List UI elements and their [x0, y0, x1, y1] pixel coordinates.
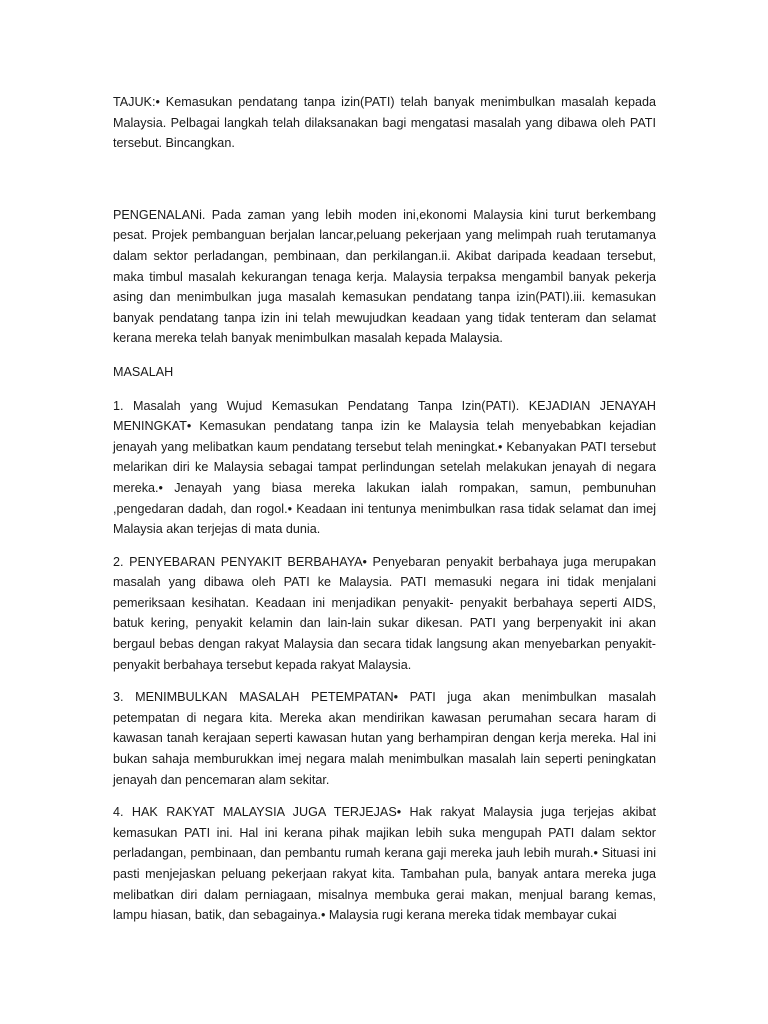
title-paragraph: TAJUK:• Kemasukan pendatang tanpa izin(PATI) telah banyak menimbulkan masalah kepada Malaysia. Pelbagai langkah telah dilaksanakan bagi mengatasi masalah yang dibawa oleh PATI tersebut. Bincangkan. [113, 95, 656, 151]
section-paragraph-1: 1. Masalah yang Wujud Kemasukan Pendatang Tanpa Izin(PATI). KEJADIAN JENAYAH MENINGKAT• Kemasukan pendatang tanpa izin ke Malaysia telah menyebabkan kejadian jenayah yang melibatkan kaum pendatang tersebut telah meningkat.• Kebanyakan PATI tersebut melarikan diri ke Malaysia sebagai tampat perlindungan setelah melakukan jenayah di negara mereka.• Jenayah yang biasa mereka lakukan ialah rompakan, samun, pembunuhan ,pengedaran dadah, dan rogol.• Keadaan ini tentunya menimbulkan rasa tidak selamat dan imej Malaysia akan terjejas di mata dunia. [113, 398, 656, 537]
section-paragraph-2: 2. PENYEBARAN PENYAKIT BERBAHAYA• Penyebaran penyakit berbahaya juga merupakan masalah yang dibawa oleh PATI ke Malaysia. PATI memasuki negara ini tidak menjalani pemeriksaan kesihatan. Keadaan ini menjadikan penyakit- penyakit berbahaya seperti AIDS, batuk kering, penyakit kelamin dan lain-lain sukar dikesan. PATI yang berpenyakit ini akan bergaul bebas dengan rakyat Malaysia dan secara tidak langsung akan menyebarkan penyakit-penyakit berbahaya tersebut kepada rakyat Malaysia. [113, 554, 656, 672]
masalah-heading: MASALAH [113, 364, 174, 379]
document-page [113, 92, 656, 938]
section-paragraph-4: 4. HAK RAKYAT MALAYSIA JUGA TERJEJAS• Hak rakyat Malaysia juga terjejas akibat kemasukan PATI ini. Hal ini kerana pihak majikan lebih suka mengupah PATI dalam sektor perladangan, pembinaan, dan pembantu rumah kerana gaji mereka jauh lebih murah.• Situasi ini pasti menjejaskan peluang pekerjaan rakyat kita. Tambahan pula, banyak antara mereka juga melibatkan diri dalam perniagaan, misalnya membuka gerai makan, menjual barang kemas, lampu hiasan, batik, dan sebagainya.• Malaysia rugi kerana mereka tidak membayar cukai [113, 805, 656, 923]
introduction-paragraph: PENGENALANi. Pada zaman yang lebih moden ini,ekonomi Malaysia kini turut berkembang pesat. Projek pembanguan berjalan lancar,peluang pekerjaan yang melimpah ruah terutamanya dalam sektor perladangan, pembinaan, dan perkilangan.ii. Akibat daripada keadaan tersebut, maka timbul masalah kekurangan tenaga kerja. Malaysia terpaksa mengambil banyak pekerja asing dan menimbulkan juga masalah kemasukan pendatang tanpa izin(PATI).iii. kemasukan banyak pendatang tanpa izin ini telah mewujudkan keadaan yang tidak tenteram dan selamat kerana mereka telah banyak menimbulkan masalah kepada Malaysia. [113, 207, 656, 346]
section-paragraph-3: 3. MENIMBULKAN MASALAH PETEMPATAN• PATI juga akan menimbulkan masalah petempatan di negara kita. Mereka akan mendirikan kawasan perumahan secara haram di kawasan tanah kerajaan seperti kawasan hutan yang berhampiran dengan kerja mereka. Hal ini bukan sahaja memburukkan imej negara malah menimbulkan masalah lain seperti peningkatan jenayah dan pencemaran alam sekitar. [113, 690, 656, 787]
